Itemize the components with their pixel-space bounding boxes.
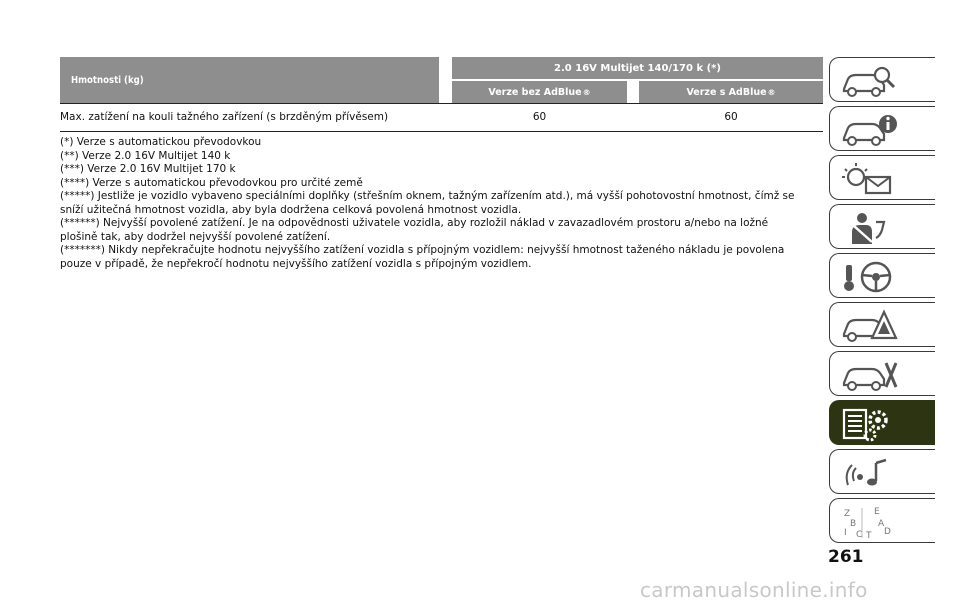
key-steering-wheel-icon — [840, 259, 900, 295]
tab-car-search[interactable] — [829, 57, 935, 102]
registered-mark: ® — [582, 87, 591, 97]
footnote: (*****) Jestliže je vozidlo vybaveno speciálními doplňky (střešním oknem, tažným zařízením atd.), má vyšší pohotovostní hmotnost, čímž se sníží užitečná hmotnost vozidla, aby byla dodržena celková povolená hmotnost vozidla. — [60, 190, 795, 216]
tab-emergency[interactable] — [829, 302, 935, 347]
header-engine-label: 2.0 16V Multijet 140/170 k (*) — [554, 62, 721, 74]
header-no-adblue-label: Verze bez AdBlue — [488, 86, 582, 98]
tab-index[interactable] — [829, 498, 935, 543]
footnote: (*******) Nikdy nepřekračujte hodnotu nejvyššího zatížení vozidla s přípojným vozidlem: nejvyšší hmotnost taženého nákladu je povolena pouze v případě, že nepřekročí hodnotu nejvyššího zatížení vozidla s přípojným vozidlem. — [60, 244, 785, 270]
index-letter: I — [844, 528, 847, 538]
header-engine — [452, 57, 823, 79]
tab-servicing[interactable] — [829, 351, 935, 396]
row-value-no-adblue: 60 — [532, 111, 547, 123]
index-letter: E — [874, 507, 880, 517]
footnote: (**) Verze 2.0 16V Multijet 140 k — [60, 149, 231, 162]
row-label: Max. zatížení na kouli tažného zařízení (s brzděným přívěsem) — [60, 111, 389, 123]
table-header — [60, 57, 823, 103]
tab-technical-data[interactable] — [829, 400, 935, 445]
footnote: (******) Nejvyšší povolené zatížení. Je na odpovědnosti uživatele vozidla, aby rozložil náklad v zavazadlovém prostoru a/nebo na ložné plošině tak, aby dodržel nejvyšší povolené zatížení. — [60, 217, 769, 243]
tab-starting-driving[interactable] — [829, 253, 935, 298]
tab-safety[interactable] — [829, 204, 935, 249]
index-letter: D — [884, 527, 891, 537]
alphabetical-index-icon — [840, 504, 900, 540]
seat-belt-person-icon — [840, 210, 900, 246]
index-letter: B — [850, 519, 857, 529]
row-value-with-adblue: 60 — [724, 111, 738, 123]
specification-table — [60, 57, 823, 132]
car-wrench-icon — [840, 357, 900, 393]
index-letter: T — [866, 531, 872, 540]
footnotes — [60, 136, 805, 271]
car-info-icon — [840, 112, 900, 148]
header-no-adblue — [452, 81, 627, 103]
car-warning-triangle-icon — [840, 308, 900, 344]
tab-multimedia[interactable] — [829, 449, 935, 494]
specs-list-gear-icon — [840, 406, 900, 442]
tab-warning-lights[interactable] — [829, 155, 935, 200]
footnote: (*) Verze s automatickou převodovkou — [60, 136, 262, 148]
index-letter: C — [856, 530, 863, 540]
registered-mark: ® — [767, 87, 776, 97]
header-with-adblue — [639, 81, 823, 103]
header-weights — [60, 57, 439, 103]
warning-light-message-icon — [840, 161, 900, 197]
footnote: (****) Verze s automatickou převodovkou pro určité země — [60, 176, 363, 189]
page-number: 261 — [828, 547, 864, 567]
car-search-icon — [840, 63, 900, 99]
footnote: (***) Verze 2.0 16V Multijet 170 k — [60, 163, 236, 175]
watermark: carmanualsonline.info — [640, 578, 868, 602]
multimedia-music-icon — [840, 455, 900, 491]
header-with-adblue-label: Verze s AdBlue — [686, 86, 767, 98]
table-row — [60, 104, 823, 131]
table-bottom-rule — [60, 131, 823, 132]
index-letter: Z — [844, 509, 851, 519]
tab-car-info[interactable] — [829, 106, 935, 151]
index-letter: A — [878, 519, 885, 529]
header-weights-label: Hmotnosti (kg) — [71, 74, 144, 86]
